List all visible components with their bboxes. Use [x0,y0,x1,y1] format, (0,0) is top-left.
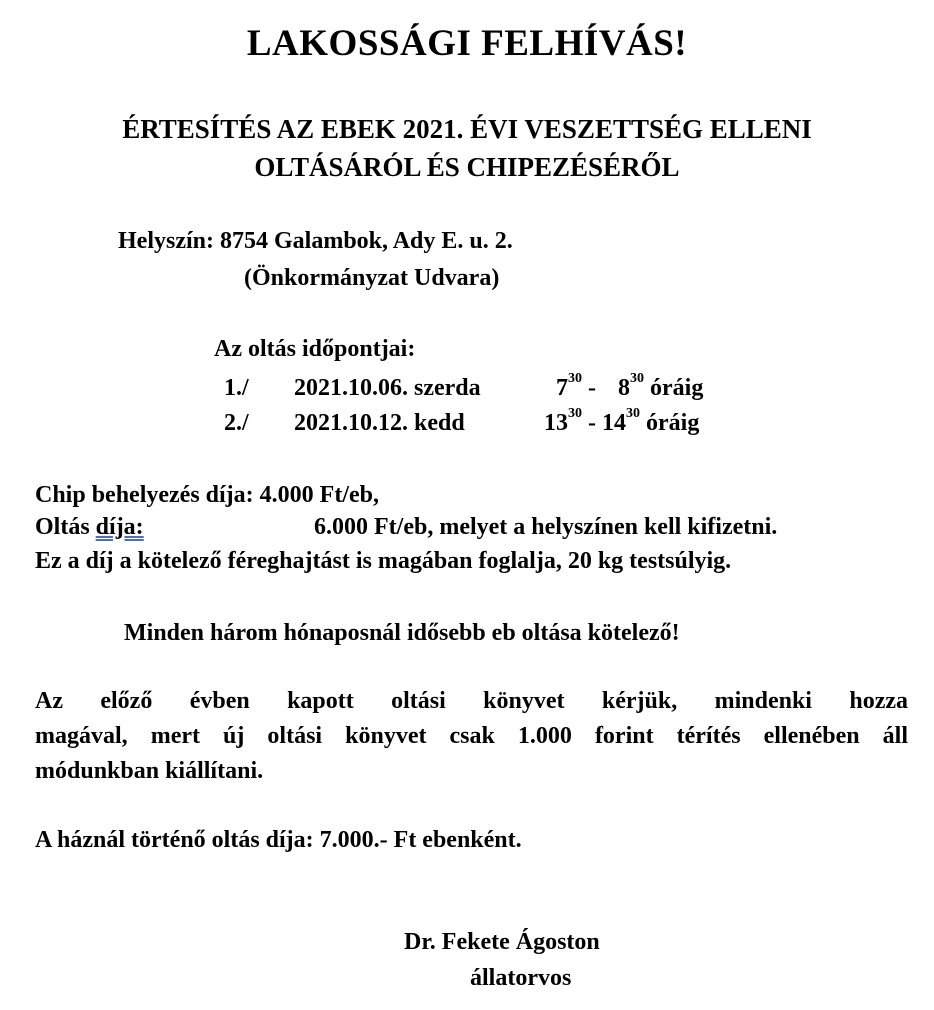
mandatory-notice: Minden három hónaposnál idősebb eb oltása kötelező! [124,620,680,646]
schedule-row-1-date: 2021.10.06. szerda [294,375,481,401]
chip-fee: Chip behelyezés díja: 4.000 Ft/eb, [35,482,379,508]
book-line-1: Az előző évben kapott oltási könyvet kérjük, mindenki hozza [35,688,908,714]
schedule-row-2-date: 2021.10.12. kedd [294,410,465,436]
schedule-row-2-num: 2./ [224,410,249,436]
book-line-3: módunkban kiállítani. [35,758,264,784]
schedule-row-1-time: $7^{30} - 8^{30}$ óráig [556,371,704,401]
subtitle-line-1: ÉRTESÍTÉS AZ EBEK 2021. ÉVI VESZETTSÉG ELLENI [122,114,812,144]
schedule-row-1-num: 1./ [224,375,249,401]
subtitle-line-2: OLTÁSÁRÓL ÉS CHIPEZÉSÉRŐL [254,152,680,182]
location-place: (Önkormányzat Udvara) [244,265,500,291]
location-label: Helyszín: [118,228,214,254]
location-line [118,228,513,255]
fee-note: Ez a díj a kötelező féreghajtást is magában foglalja, 20 kg testsúlyig. [35,548,732,574]
signature-name: Dr. Fekete Ágoston [404,929,600,955]
oltas-fee-label: Oltás díja: [35,514,144,540]
location-address: 8754 Galambok, Ady E. u. 2. [220,228,513,254]
schedule-row-2-time: $13^{30} - 14^{30}$ óráig [544,406,700,436]
signature-role: állatorvos [470,965,572,991]
page-title: LAKOSSÁGI FELHÍVÁS! [246,23,688,64]
schedule-heading: Az oltás időpontjai: [214,336,416,362]
home-visit-fee: A háznál történő oltás díja: 7.000.- Ft ebenként. [35,827,522,853]
oltas-fee-value: 6.000 Ft/eb, melyet a helyszínen kell kifizetni. [314,514,778,540]
book-line-2: magával, mert új oltási könyvet csak 1.000 forint térítés ellenében áll [35,723,908,749]
